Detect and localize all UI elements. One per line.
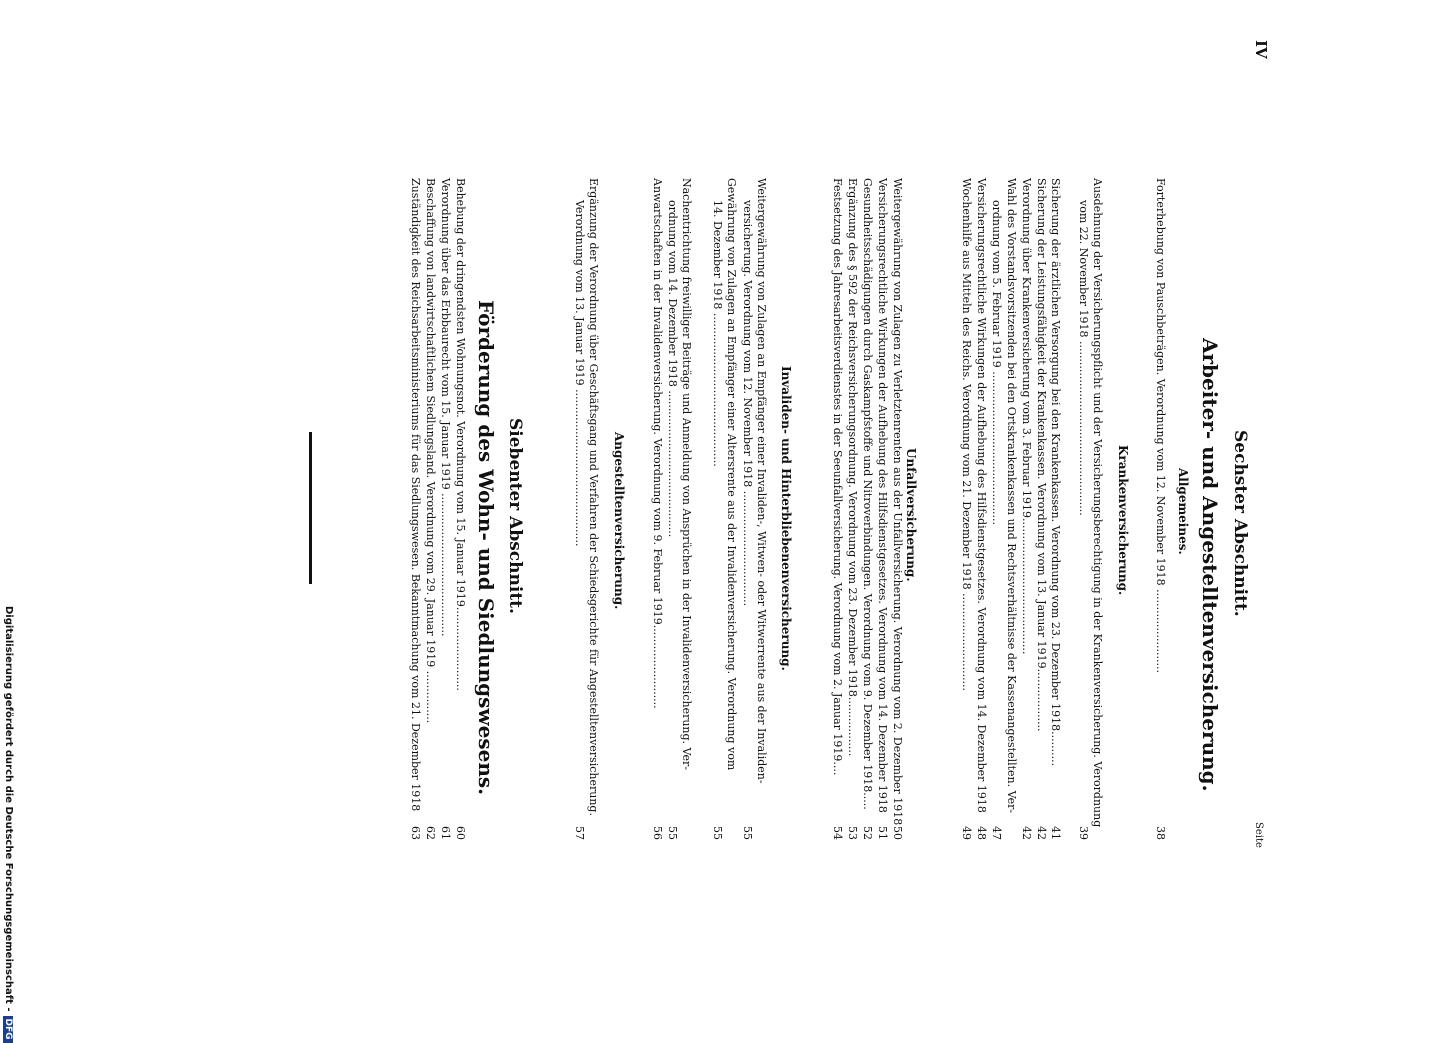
toc-entry: Versicherungsrechtliche Wirkungen der Aufhebung des Hilfsdienstgesetzes. Verordnung vom 14. Dezember 1918 [876, 178, 889, 813]
toc-entry: Weitergewährung von Zulagen zu Verletztenrenten aus der Unfallversicherung. Verordnung vom 2. Dezember 1918 [891, 178, 904, 826]
toc-page: 49 [960, 826, 973, 840]
toc-entry: Zuständigkeit des Reichsarbeitsministeriums für das Siedlungswesen. Bekanntmachung vom 21. Dezember 1918 [409, 178, 422, 812]
toc-entry: Gewährung von Zulagen an Empfänger einer Altersrente aus der Invalidenversicherung. Verordnung vom [725, 178, 738, 771]
toc-page: 57 [573, 826, 586, 840]
toc-page: 42 [1020, 826, 1033, 840]
toc-page: 55 [741, 826, 754, 840]
toc-entry: ordnung vom 5. Februar 1919 ............................................ [990, 200, 1003, 526]
toc-page: 38 [1154, 826, 1167, 840]
toc-entry: Nachentrichtung freiwilliger Beiträge und Anmeldung von Ansprüchen in der Invalidenversicherung. Ver- [680, 178, 693, 770]
toc-page: 50 [891, 826, 904, 840]
sub-krankenversicherung: Krankenversicherung. [1116, 445, 1130, 596]
toc-entry: Beschaffung von landwirtschaftlichem Siedlungsland. Verordnung vom 29. Januar 1919 ............... [424, 178, 437, 724]
section-heading-6: Sechster Abschnitt. [1230, 430, 1250, 617]
toc-entry: Sicherung der ärztlichen Versorgung bei den Krankenkassen. Verordnung vom 23. Dezember 1918.......... [1049, 178, 1062, 767]
sub-allgemeines: Allgemeines. [1176, 468, 1190, 555]
toc-page: 41 [1049, 826, 1062, 840]
toc-entry: Anwartschaften in der Invalidenversicherung. Verordnung vom 9. Februar 1919........................ [651, 178, 664, 709]
toc-page: 62 [424, 826, 437, 840]
toc-entry: Verordnung vom 13. Januar 1919 ............................................. [573, 200, 586, 547]
dfg-logo: DFG [3, 1016, 13, 1043]
divider-rule [309, 432, 312, 584]
toc-entry: Ergänzung des § 592 der Reichsversicherungsordnung. Verordnung vom 23. Dezember 1918................. [846, 178, 859, 757]
toc-page: 60 [454, 826, 467, 840]
toc-entry: Verordnung über das Erbbaurecht vom 15. Januar 1919 ......................................... [439, 178, 452, 637]
toc-page: 47 [990, 826, 1003, 840]
toc-entry: Ausdehnung der Versicherungspflicht und der Versicherungsberechtigung in der Krankenversicherung. Verordnung [1091, 178, 1104, 828]
toc-page: 39 [1077, 826, 1090, 840]
toc-entry: 14. Dezember 1918 ............................................ [711, 200, 724, 467]
toc-page: 51 [876, 826, 889, 840]
dfg-credit-text: Digitalisierung gefördert durch die Deutsche Forschungsgemeinschaft - [3, 606, 14, 1012]
toc-page: 54 [831, 826, 844, 840]
toc-entry: Forterhebung von Pauschbeträgen. Verordnung vom 12. November 1918 ........................ [1154, 178, 1167, 674]
toc-page: 56 [651, 826, 664, 840]
toc-entry: Verordnung über Krankenversicherung vom 3. Februar 1919....................................... [1020, 178, 1033, 655]
toc-page: 42 [1035, 826, 1048, 840]
toc-page: 55 [666, 826, 679, 840]
toc-entry: Festsetzung des Jahresarbeitsverdienstes in der Seeunfallversicherung. Verordnung vom 2. Januar 1919.... [831, 178, 844, 776]
section-title-7: Förderung des Wohn- und Siedlungswesens. [474, 300, 498, 796]
toc-entry: Weitergewährung von Zulagen an Empfänger einer Invaliden-, Witwen- oder Witwerrente aus der Invaliden- [755, 178, 768, 784]
toc-entry: Sicherung der Leistungsfähigkeit der Krankenkassen. Verordnung vom 13. Januar 1919.................. [1035, 178, 1048, 732]
toc-entry: ordnung vom 14. Dezember 1918 .......................................... [666, 200, 679, 538]
sub-unfallversicherung: Unfallversicherung. [904, 448, 918, 582]
toc-entry: Wahl des Vorstandsvorsitzenden bei den Ortskrankenkassen und Rechtsverhältnisse der Kassenangestellten. Ver- [1005, 178, 1018, 814]
toc-page: 63 [409, 826, 422, 840]
page-number: IV [1252, 40, 1270, 59]
toc-entry: Versicherungsrechtliche Wirkungen der Aufhebung des Hilfsdienstgesetzes. Verordnung vom 14. Dezember 1918 [975, 178, 988, 813]
toc-page: 61 [439, 826, 452, 840]
toc-page: 53 [846, 826, 859, 840]
toc-entry: Wochenhilfe aus Mitteln des Reichs. Verordnung vom 21. Dezember 1918 ............................ [960, 178, 973, 692]
toc-entry: vom 22. November 1918 .................................................. [1077, 200, 1090, 516]
dfg-credit [3, 606, 14, 1043]
sub-angestelltenversicherung: Angestelltenversicherung. [612, 432, 626, 610]
toc-entry: Behebung der dringendsten Wohnungsnot. Verordnung vom 15. Januar 1919........................ [454, 178, 467, 691]
toc-page: 55 [711, 826, 724, 840]
toc-page: 48 [975, 826, 988, 840]
seite-label: Seite [1253, 822, 1264, 848]
sub-invalidenversicherung: Invaliden- und Hinterbliebenenversicherung. [779, 366, 793, 671]
toc-page: 52 [861, 826, 874, 840]
section-title-6: Arbeiter- und Angestelltenversicherung. [1198, 338, 1222, 792]
toc-entry: Ergänzung der Verordnung über Geschäftsgang und Verfahren der Schiedsgerichte für Angestelltenversicherung. [587, 178, 600, 816]
toc-entry: versicherung. Verordnung vom 12. November 1918 ................................. [741, 200, 754, 607]
section-heading-7: Siebenter Abschnitt. [505, 418, 525, 614]
toc-entry: Gesundheitsschädigungen durch Gaskampfstoffe und Nitroverbindungen. Verordnung vom 9. Dezember 1918..... [861, 178, 874, 810]
